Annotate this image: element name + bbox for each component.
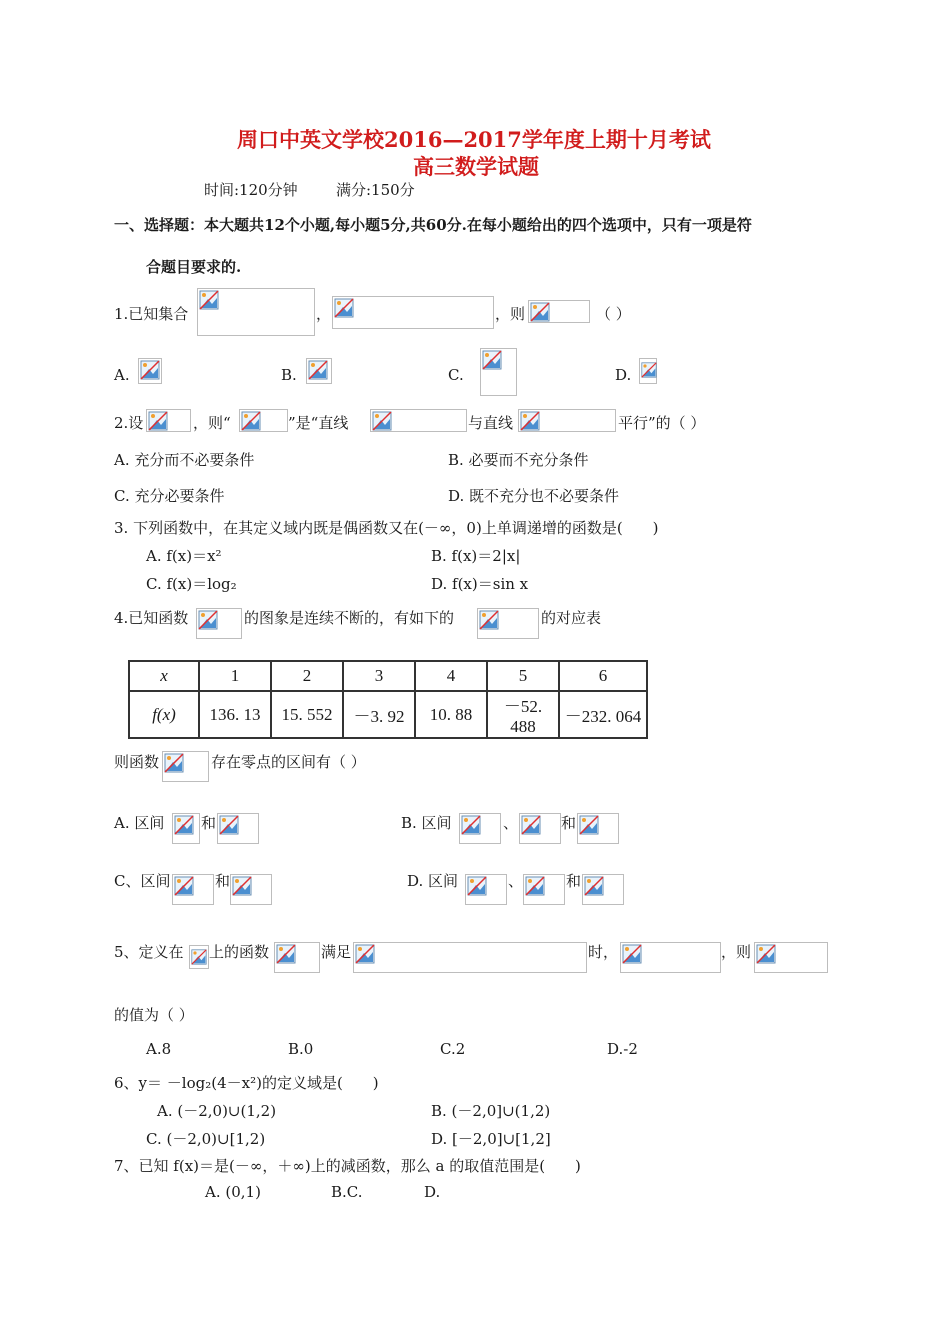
- broken-image-icon: [172, 813, 200, 844]
- q5-stem: 5、定义在: [114, 943, 184, 961]
- and-label: 和: [215, 872, 231, 890]
- broken-image-icon: [196, 608, 242, 639]
- q2-option-b: B. 必要而不充分条件: [448, 451, 589, 469]
- q5-stem-d: 时，: [588, 943, 619, 961]
- q2-stem-b: ，则“: [193, 414, 231, 432]
- broken-image-icon: [459, 813, 501, 844]
- table-cell: 5: [487, 661, 559, 691]
- q2-option-a: A. 充分而不必要条件: [114, 451, 255, 469]
- section-heading-cont: 合题目要求的.: [146, 258, 242, 276]
- separator-label: 、: [503, 814, 519, 832]
- broken-image-icon: [172, 874, 214, 905]
- broken-image-icon: [519, 813, 561, 844]
- q6-option-c: C. (－2,0)∪[1,2): [146, 1130, 266, 1148]
- q2-stem-d: 与直线: [468, 414, 514, 432]
- q4-stem-b: 的图象是连续不断的，有如下的: [244, 609, 455, 627]
- q1-then: ，则: [495, 305, 526, 323]
- q5-option-c: C.2: [440, 1040, 466, 1058]
- q1-comma: ，: [316, 305, 332, 323]
- q5-stem-e: ，则: [721, 943, 752, 961]
- q2-option-c: C. 充分必要条件: [114, 487, 225, 505]
- table-cell: －52. 488: [487, 691, 559, 738]
- broken-image-icon: [274, 942, 320, 973]
- q1-option-d: D.: [615, 366, 632, 384]
- q3-option-c: C. f(x)＝log₂: [146, 575, 237, 593]
- table-cell: 6: [559, 661, 647, 691]
- table-cell: －3. 92: [343, 691, 415, 738]
- and-label: 和: [566, 872, 582, 890]
- table-row: [129, 691, 647, 738]
- broken-image-icon: [620, 942, 721, 973]
- q5-stem-b: 上的函数: [209, 943, 270, 961]
- q4-option-d: D. 区间: [407, 872, 459, 890]
- q2-stem-e: 平行”的（ ）: [618, 414, 706, 432]
- broken-image-icon: [217, 813, 259, 844]
- q1-paren: （ ）: [596, 305, 631, 323]
- broken-image-icon: [523, 874, 565, 905]
- q2-stem: 2.设: [114, 414, 144, 432]
- page-title: 周口中英文学校2016—2017学年度上期十月考试: [237, 127, 711, 152]
- broken-image-icon: [577, 813, 619, 844]
- table-row: [129, 661, 647, 691]
- broken-image-icon: [477, 608, 539, 639]
- broken-image-icon: [230, 874, 272, 905]
- q1-option-c: C.: [448, 366, 464, 384]
- and-label: 和: [561, 814, 577, 832]
- broken-image-icon: [754, 942, 828, 973]
- broken-image-icon: [465, 874, 507, 905]
- q1-option-a: A.: [114, 366, 130, 384]
- q4-ask: 则函数: [114, 753, 160, 771]
- value-table: [128, 660, 648, 739]
- q7-option-bc: B.C.: [331, 1183, 363, 1201]
- broken-image-icon: [518, 409, 616, 432]
- table-cell: 2: [271, 661, 343, 691]
- broken-image-icon: [239, 409, 288, 432]
- section-heading: 一、选择题：本大题共12个小题,每小题5分,共60分.在每小题给出的四个选项中，只有一项是符: [114, 216, 752, 234]
- exam-score: 满分:150分: [336, 181, 415, 199]
- q2-option-d: D. 既不充分也不必要条件: [448, 487, 620, 505]
- broken-image-icon: [582, 874, 624, 905]
- q5-stem-c: 满足: [321, 943, 352, 961]
- q4-option-a: A. 区间: [114, 814, 165, 832]
- broken-image-icon: [528, 300, 590, 323]
- broken-image-icon: [480, 348, 517, 396]
- q5-option-a: A.8: [146, 1040, 172, 1058]
- table-cell: f(x): [129, 691, 199, 738]
- broken-image-icon: [189, 945, 209, 969]
- separator-label: 、: [508, 872, 524, 890]
- q6-option-a: A. (－2,0)∪(1,2): [157, 1102, 277, 1120]
- q4-option-b: B. 区间: [401, 814, 452, 832]
- q6-stem: 6、y＝ －log₂(4－x²)的定义域是( ): [114, 1074, 379, 1092]
- table-cell: 10. 88: [415, 691, 487, 738]
- q4-stem-c: 的对应表: [541, 609, 602, 627]
- table-cell: x: [129, 661, 199, 691]
- broken-image-icon: [138, 358, 162, 384]
- q6-option-d: D. [－2,0]∪[1,2]: [431, 1130, 551, 1148]
- broken-image-icon: [639, 358, 657, 384]
- q4-stem: 4.已知函数: [114, 609, 189, 627]
- table-cell: 136. 13: [199, 691, 271, 738]
- q2-stem-c: ”是“直线: [288, 414, 349, 432]
- q6-option-b: B. (－2,0]∪(1,2): [431, 1102, 551, 1120]
- q7-option-a: A. (0,1): [205, 1183, 261, 1201]
- q1-stem: 1.已知集合: [114, 305, 189, 323]
- q4-ask-b: 存在零点的区间有（ ）: [211, 753, 366, 771]
- broken-image-icon: [146, 409, 191, 432]
- and-label: 和: [201, 814, 217, 832]
- table-cell: 4: [415, 661, 487, 691]
- table-cell: 15. 552: [271, 691, 343, 738]
- q3-option-d: D. f(x)＝sin x: [431, 575, 529, 593]
- table-cell: 1: [199, 661, 271, 691]
- table-cell: 3: [343, 661, 415, 691]
- page-subtitle: 高三数学试题: [413, 154, 539, 179]
- q3-stem: 3. 下列函数中，在其定义域内既是偶函数又在(－∞，0)上单调递增的函数是( ): [114, 519, 659, 537]
- broken-image-icon: [353, 942, 587, 973]
- exam-time: 时间:120分钟: [204, 181, 298, 199]
- q4-option-c: C、区间: [114, 872, 171, 890]
- q5-option-d: D.-2: [607, 1040, 638, 1058]
- q1-option-b: B.: [281, 366, 297, 384]
- broken-image-icon: [306, 358, 332, 384]
- broken-image-icon: [197, 288, 315, 336]
- q5-option-b: B.0: [288, 1040, 314, 1058]
- broken-image-icon: [162, 751, 209, 782]
- q3-option-b: B. f(x)＝2|x|: [431, 547, 521, 565]
- q7-stem: 7、已知 f(x)＝是(－∞，＋∞)上的减函数，那么 a 的取值范围是( ): [114, 1157, 581, 1175]
- q7-option-d: D.: [424, 1183, 441, 1201]
- broken-image-icon: [370, 409, 467, 432]
- broken-image-icon: [332, 296, 494, 329]
- table-cell: －232. 064: [559, 691, 647, 738]
- q3-option-a: A. f(x)＝x²: [146, 547, 222, 565]
- q5-stem-f: 的值为（ ）: [114, 1006, 194, 1024]
